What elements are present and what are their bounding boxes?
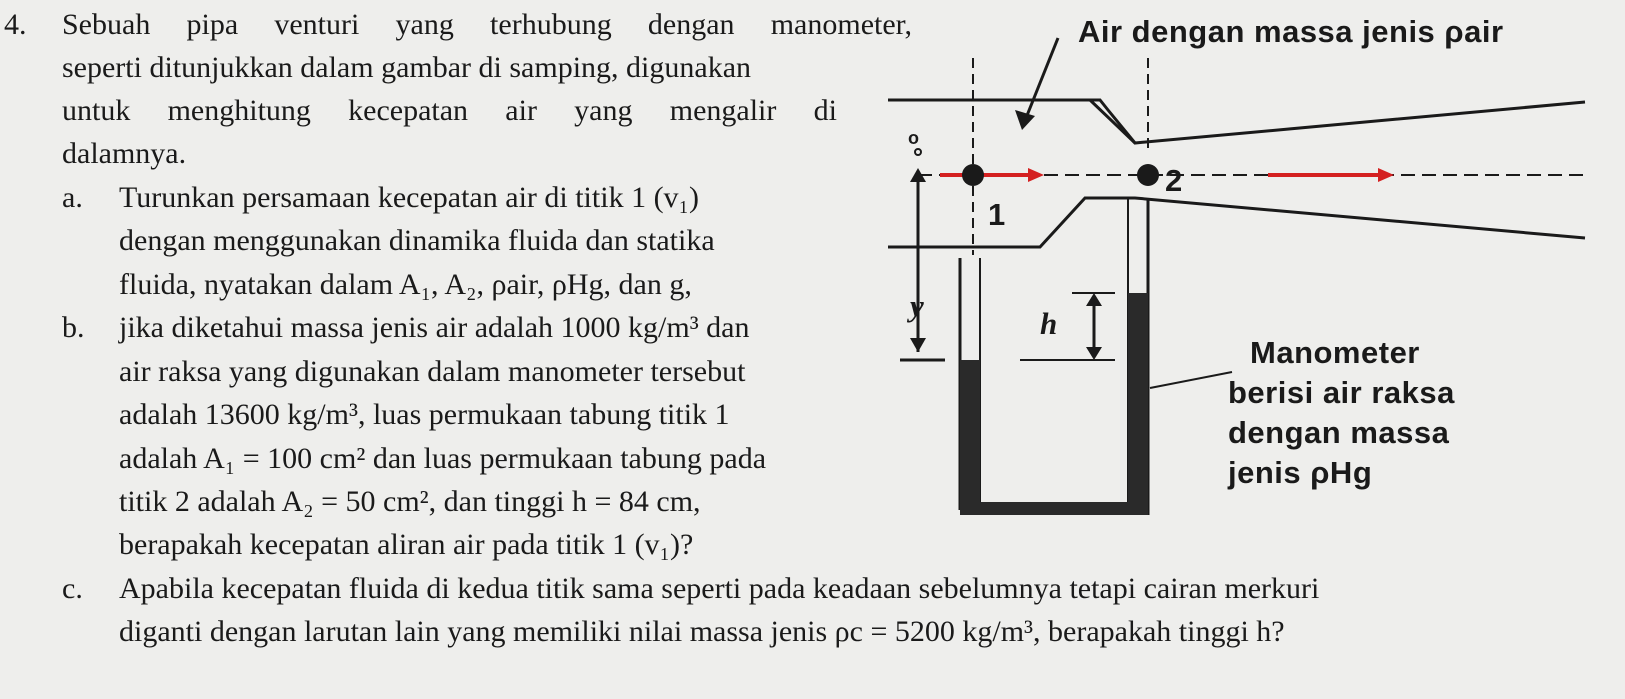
part-b-line-5: titik 2 adalah A₂ = 50 cm², dan tinggi h = 84 cm, xyxy=(119,485,701,518)
intro-line-2: seperti ditunjukkan dalam gambar di samping, digunakan xyxy=(62,51,752,84)
intro-line-4: dalamnya. xyxy=(62,137,187,170)
pipe-top-wall xyxy=(888,100,1585,143)
part-b-line-1: jika diketahui massa jenis air adalah 1000 kg/m³ dan xyxy=(119,311,750,344)
part-b-letter: b. xyxy=(62,311,85,344)
part-a-line-2: dengan menggunakan dinamika fluida dan statika xyxy=(119,224,715,257)
water-label-pointer xyxy=(1026,38,1058,118)
part-b-line-4: adalah A₁ = 100 cm² dan luas permukaan tabung pada xyxy=(119,442,767,475)
mercury-right xyxy=(1128,293,1148,515)
part-a-line-3: fluida, nyatakan dalam A₁, A₂, ρair, ρHg, dan g, xyxy=(119,268,692,301)
point-1-dot xyxy=(962,164,984,186)
y-label: y xyxy=(910,288,925,323)
part-c-line-1: Apabila kecepatan fluida di kedua titik sama seperti pada keadaan sebelumnya tetapi cairan merkuri xyxy=(119,572,1320,605)
part-b-line-3: adalah 13600 kg/m³, luas permukaan tabung titik 1 xyxy=(119,398,730,431)
point-2-label: 2 xyxy=(1165,163,1183,198)
mercury-bottom xyxy=(960,502,1148,515)
h-label: h xyxy=(1040,306,1058,341)
manometer-label-1: Manometer xyxy=(1250,335,1420,370)
manometer-pointer xyxy=(1150,372,1232,388)
part-c-letter: c. xyxy=(62,572,83,605)
manometer-label-3: dengan massa xyxy=(1228,415,1450,450)
part-c-line-2: diganti dengan larutan lain yang memiliki nilai massa jenis ρc = 5200 kg/m³, berapakah tinggi h? xyxy=(119,615,1285,648)
part-a-letter: a. xyxy=(62,181,83,214)
intro-line-3: untuk menghitung kecepatan air yang mengalir di xyxy=(62,94,837,127)
part-b-line-6: berapakah kecepatan aliran air pada titik 1 (v₁)? xyxy=(119,528,694,561)
question-number: 4. xyxy=(4,8,27,41)
part-b-line-2: air raksa yang digunakan dalam manometer tersebut xyxy=(119,355,746,388)
origin-dot xyxy=(915,149,921,155)
mercury-left xyxy=(960,360,980,512)
intro-line-1: Sebuah pipa venturi yang terhubung dengan manometer, xyxy=(62,8,912,41)
origin-label: o xyxy=(908,128,920,148)
part-a-line-1: Turunkan persamaan kecepatan air di titik 1 (v₁) xyxy=(119,181,700,214)
point-1-label: 1 xyxy=(988,197,1006,232)
point-2-dot xyxy=(1137,164,1159,186)
manometer-label-4: jenis ρHg xyxy=(1228,455,1373,490)
manometer-label-2: berisi air raksa xyxy=(1228,375,1455,410)
water-density-label: Air dengan massa jenis ρair xyxy=(1078,14,1504,49)
